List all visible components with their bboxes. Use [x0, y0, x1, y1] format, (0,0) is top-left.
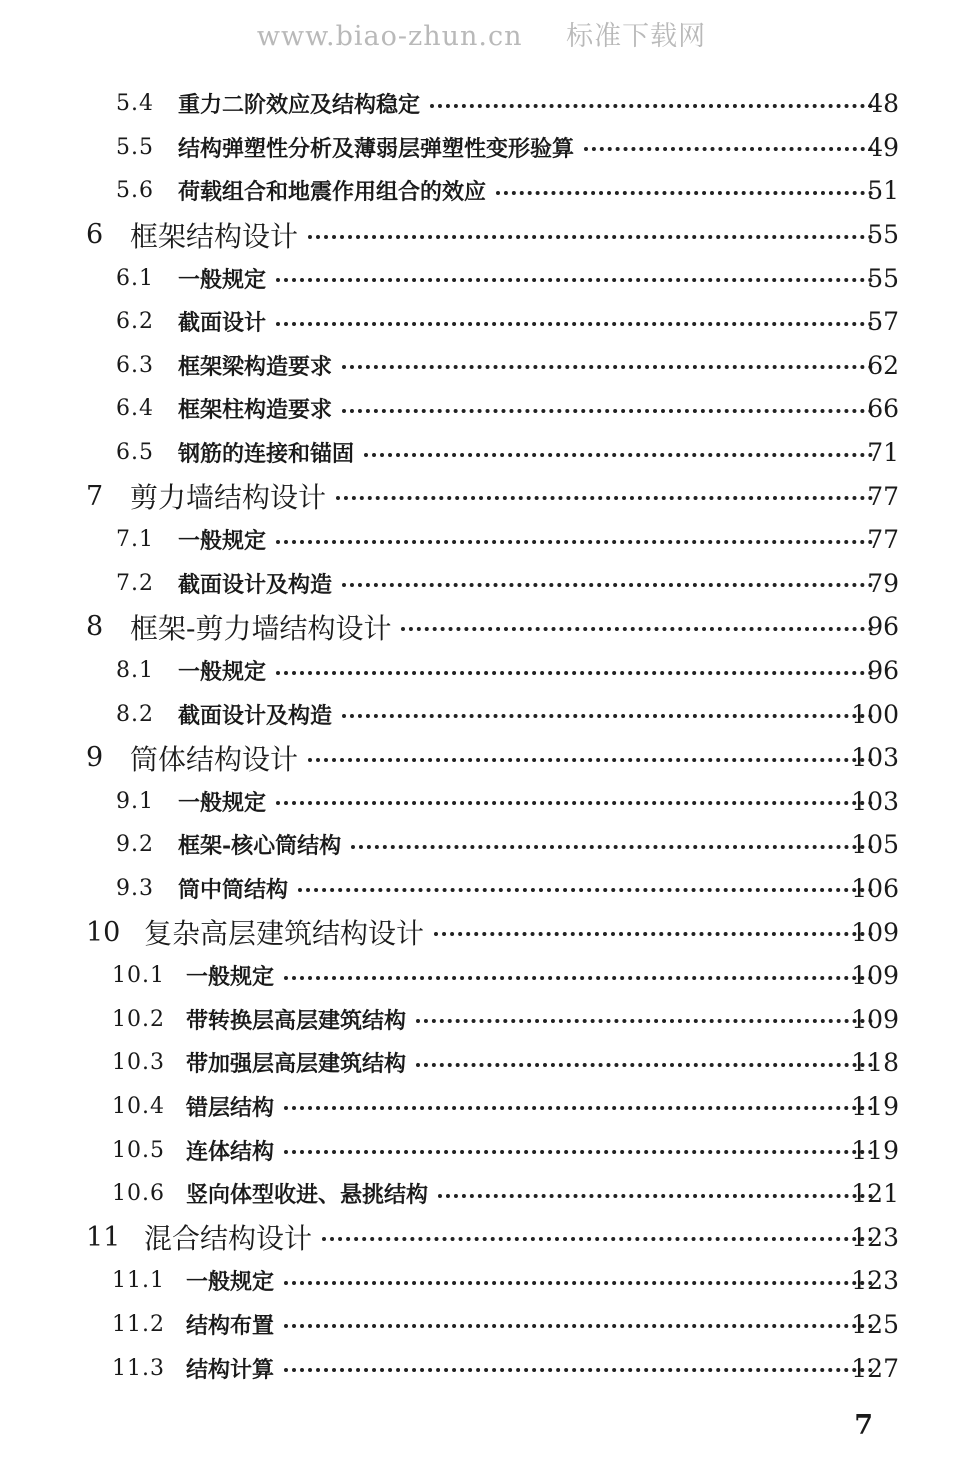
- toc-page-number: 57: [867, 307, 899, 337]
- toc-chapter[interactable]: [0, 605, 963, 649]
- toc-number: 6.4: [116, 396, 154, 422]
- toc-number: 6: [86, 219, 104, 251]
- toc-chapter[interactable]: [0, 1215, 963, 1259]
- dot-leader: [284, 1106, 873, 1110]
- toc-section[interactable]: [0, 954, 963, 998]
- toc-page-number: 109: [851, 917, 899, 947]
- toc-section[interactable]: [0, 1303, 963, 1347]
- dot-leader: [284, 1150, 873, 1154]
- toc-title: 框架结构设计: [130, 219, 299, 253]
- toc-page-number: 96: [867, 656, 899, 686]
- dot-leader: [336, 496, 873, 500]
- toc-page-number: 77: [867, 525, 899, 555]
- toc-section[interactable]: [0, 126, 963, 170]
- toc-section[interactable]: [0, 997, 963, 1041]
- dot-leader: [308, 235, 873, 239]
- toc-number: 7.1: [116, 527, 154, 553]
- toc-title: 框架-剪力墙结构设计: [130, 611, 392, 645]
- dot-leader: [284, 1368, 873, 1372]
- toc-page-number: 103: [851, 786, 899, 816]
- watermark-name: 标准下载网: [566, 21, 707, 52]
- toc-number: 10.4: [112, 1093, 165, 1119]
- toc-number: 10.5: [112, 1137, 165, 1163]
- toc-page-number: 71: [867, 438, 899, 468]
- toc-number: 10.6: [112, 1181, 165, 1207]
- toc-section[interactable]: [0, 300, 963, 344]
- toc-page-number: 109: [851, 961, 899, 991]
- toc-section[interactable]: [0, 82, 963, 126]
- toc-number: 5.4: [116, 91, 154, 117]
- toc-page-number: 127: [851, 1353, 899, 1383]
- toc-section[interactable]: [0, 1085, 963, 1129]
- dot-leader: [308, 758, 873, 762]
- dot-leader: [284, 1324, 873, 1328]
- toc-number: 11.2: [112, 1311, 165, 1337]
- toc-section[interactable]: [0, 1041, 963, 1085]
- toc-section[interactable]: [0, 780, 963, 824]
- toc-page-number: 121: [851, 1179, 899, 1209]
- toc-title: 筒中筒结构: [178, 876, 289, 903]
- toc-title: 错层结构: [186, 1094, 275, 1121]
- dot-leader: [342, 409, 873, 413]
- toc-title: 框架梁构造要求: [178, 353, 333, 380]
- dot-leader: [298, 888, 873, 892]
- toc-section[interactable]: [0, 256, 963, 300]
- toc-title: 荷载组合和地震作用组合的效应: [178, 179, 487, 206]
- toc-title: 连体结构: [186, 1138, 275, 1165]
- page-number: 7: [854, 1410, 873, 1441]
- dot-leader: [434, 932, 873, 936]
- toc-page-number: 77: [867, 481, 899, 511]
- dot-leader: [496, 191, 873, 195]
- toc-number: 7: [86, 480, 104, 512]
- toc-number: 10.2: [112, 1006, 165, 1032]
- toc-title: 一般规定: [186, 1269, 275, 1296]
- dot-leader: [416, 1019, 873, 1023]
- toc-title: 复杂高层建筑结构设计: [144, 917, 425, 951]
- toc-number: 6.2: [116, 309, 154, 335]
- toc-section[interactable]: [0, 344, 963, 388]
- toc-number: 8.2: [116, 701, 154, 727]
- toc-title: 框架-核心筒结构: [178, 833, 342, 860]
- toc-page-number: 96: [867, 612, 899, 642]
- toc-number: 9.1: [116, 788, 154, 814]
- dot-leader: [276, 322, 873, 326]
- dot-leader: [430, 104, 873, 108]
- watermark: [0, 14, 963, 53]
- toc-title: 结构计算: [186, 1356, 275, 1383]
- toc-title: 截面设计及构造: [178, 702, 333, 729]
- toc-title: 一般规定: [178, 528, 267, 555]
- toc-number: 9: [86, 742, 104, 774]
- toc-number: 10.3: [112, 1050, 165, 1076]
- toc-number: 11.1: [112, 1268, 165, 1294]
- toc-title: 截面设计及构造: [178, 571, 333, 598]
- toc-number: 6.1: [116, 265, 154, 291]
- toc-number: 6.5: [116, 440, 154, 466]
- toc-chapter[interactable]: [0, 213, 963, 257]
- toc-section[interactable]: [0, 649, 963, 693]
- toc-page-number: 119: [851, 1091, 899, 1121]
- toc-title: 竖向体型收进、悬挑结构: [186, 1182, 429, 1209]
- dot-leader: [351, 845, 873, 849]
- toc-section[interactable]: [0, 431, 963, 475]
- dot-leader: [584, 147, 873, 151]
- toc-page-number: 49: [867, 132, 899, 162]
- toc-section[interactable]: [0, 1128, 963, 1172]
- toc-page-number: 118: [851, 1048, 899, 1078]
- dot-leader: [276, 671, 873, 675]
- toc-number: 8: [86, 611, 104, 643]
- toc-number: 9.2: [116, 832, 154, 858]
- toc-number: 5.6: [116, 178, 154, 204]
- toc-title: 重力二阶效应及结构稳定: [178, 92, 421, 119]
- toc-section[interactable]: [0, 1259, 963, 1303]
- dot-leader: [438, 1194, 873, 1198]
- toc-page-number: 79: [867, 568, 899, 598]
- dot-leader: [322, 1237, 873, 1241]
- toc-page-number: 100: [851, 699, 899, 729]
- toc-title: 一般规定: [178, 266, 267, 293]
- toc-number: 9.3: [116, 875, 154, 901]
- toc-page-number: 123: [851, 1266, 899, 1296]
- toc-section[interactable]: [0, 692, 963, 736]
- toc-page-number: 106: [851, 873, 899, 903]
- toc-section[interactable]: [0, 1346, 963, 1390]
- dot-leader: [276, 278, 873, 282]
- toc-chapter[interactable]: [0, 474, 963, 518]
- toc-section[interactable]: [0, 867, 963, 911]
- toc-page-number: 119: [851, 1135, 899, 1165]
- toc-number: 5.5: [116, 134, 154, 160]
- table-of-contents: [0, 82, 963, 1390]
- toc-number: 8.1: [116, 658, 154, 684]
- toc-title: 结构布置: [186, 1312, 275, 1339]
- toc-title: 截面设计: [178, 310, 267, 337]
- dot-leader: [284, 1281, 873, 1285]
- toc-page-number: 123: [851, 1222, 899, 1252]
- dot-leader: [276, 540, 873, 544]
- toc-section[interactable]: [0, 387, 963, 431]
- toc-page-number: 51: [867, 176, 899, 206]
- toc-title: 钢筋的连接和锚固: [178, 441, 355, 468]
- toc-title: 带转换层高层建筑结构: [186, 1007, 407, 1034]
- toc-section[interactable]: [0, 823, 963, 867]
- toc-number: 6.3: [116, 352, 154, 378]
- toc-number: 10.1: [112, 963, 165, 989]
- toc-title: 结构弹塑性分析及薄弱层弹塑性变形验算: [178, 135, 575, 162]
- dot-leader: [342, 583, 873, 587]
- toc-section[interactable]: [0, 1172, 963, 1216]
- dot-leader: [342, 365, 873, 369]
- dot-leader: [364, 453, 873, 457]
- toc-chapter[interactable]: [0, 910, 963, 954]
- watermark-site: www.biao-zhun.cn: [256, 21, 523, 52]
- dot-leader: [342, 714, 873, 718]
- toc-title: 一般规定: [178, 659, 267, 686]
- toc-section[interactable]: [0, 169, 963, 213]
- toc-page-number: 55: [867, 220, 899, 250]
- toc-section[interactable]: [0, 562, 963, 606]
- dot-leader: [416, 1063, 873, 1067]
- dot-leader: [276, 801, 873, 805]
- toc-page-number: 103: [851, 743, 899, 773]
- toc-page-number: 66: [867, 394, 899, 424]
- toc-title: 混合结构设计: [144, 1222, 313, 1256]
- dot-leader: [284, 976, 873, 980]
- toc-number: 10: [86, 916, 121, 948]
- toc-chapter[interactable]: [0, 736, 963, 780]
- toc-number: 7.2: [116, 570, 154, 596]
- toc-title: 筒体结构设计: [130, 742, 299, 776]
- toc-title: 一般规定: [178, 789, 267, 816]
- toc-section[interactable]: [0, 518, 963, 562]
- toc-page-number: 55: [867, 263, 899, 293]
- toc-number: 11: [86, 1221, 121, 1253]
- dot-leader: [401, 627, 873, 631]
- toc-page-number: 125: [851, 1309, 899, 1339]
- toc-number: 11.3: [112, 1355, 165, 1381]
- toc-title: 一般规定: [186, 964, 275, 991]
- toc-page-number: 48: [867, 89, 899, 119]
- toc-title: 框架柱构造要求: [178, 397, 333, 424]
- toc-page-number: 109: [851, 1004, 899, 1034]
- toc-title: 带加强层高层建筑结构: [186, 1051, 407, 1078]
- toc-page-number: 62: [867, 350, 899, 380]
- toc-page-number: 105: [851, 830, 899, 860]
- toc-title: 剪力墙结构设计: [130, 481, 327, 515]
